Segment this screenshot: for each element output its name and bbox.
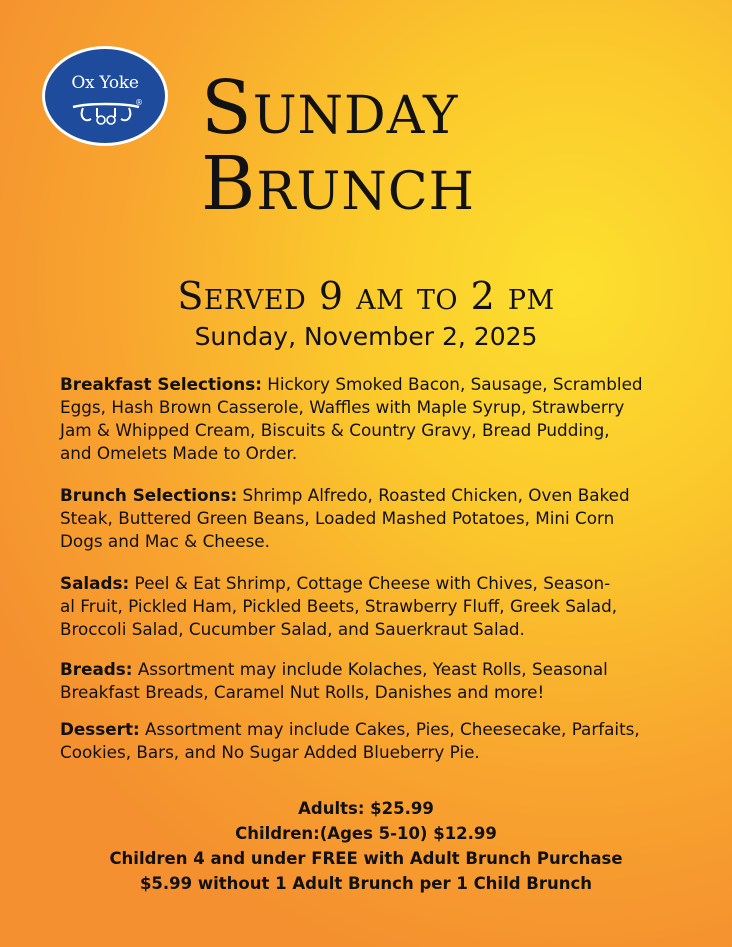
section-text: Dogs and Mac & Cheese. xyxy=(60,531,270,551)
section-text: Broccoli Salad, Cucumber Salad, and Sauerkraut Salad. xyxy=(60,619,525,639)
section-text: Eggs, Hash Brown Casserole, Waffles with Maple Syrup, Strawberry xyxy=(60,397,625,417)
section-heading: Dessert: xyxy=(60,719,140,739)
section-text: Steak, Buttered Green Beans, Loaded Mashed Potatoes, Mini Corn xyxy=(60,508,615,528)
section-heading: Salads: xyxy=(60,573,130,593)
section-text: Shrimp Alfredo, Roasted Chicken, Oven Baked xyxy=(242,485,630,505)
headline-line-1: Sunday xyxy=(201,65,459,151)
event-date: Sunday, November 2, 2025 xyxy=(194,322,538,351)
price-adults: Adults: $25.99 xyxy=(298,799,434,818)
section-salads xyxy=(60,572,690,641)
serving-hours: Served 9 am to 2 pm xyxy=(177,274,555,318)
section-heading: Brunch Selections: xyxy=(60,485,238,505)
section-heading: Breakfast Selections: xyxy=(60,374,262,394)
section-text: Jam & Whipped Cream, Biscuits & Country Gravy, Bread Pudding, xyxy=(60,420,610,440)
section-text: Assortment may include Kolaches, Yeast Rolls, Seasonal xyxy=(137,659,608,679)
price-children: Children:(Ages 5-10) $12.99 xyxy=(235,824,497,843)
section-brunch xyxy=(60,484,690,553)
section-dessert xyxy=(60,718,690,764)
section-text: Peel & Eat Shrimp, Cottage Cheese with Chives, Season- xyxy=(134,573,611,593)
section-breads xyxy=(60,658,690,704)
headline-line-2: Brunch xyxy=(201,141,475,227)
logo-brand-text: Ox Yoke xyxy=(71,73,139,93)
pricing-block xyxy=(0,796,732,896)
section-text: Cookies, Bars, and No Sugar Added Blueberry Pie. xyxy=(60,742,480,762)
yoke-icon xyxy=(71,101,141,127)
section-text: Breakfast Breads, Caramel Nut Rolls, Danishes and more! xyxy=(60,682,545,702)
section-text: Assortment may include Cakes, Pies, Cheesecake, Parfaits, xyxy=(145,719,640,739)
price-children-free: Children 4 and under FREE with Adult Brunch Purchase xyxy=(109,849,623,868)
logo-registered-mark: ® xyxy=(135,98,143,107)
ox-yoke-logo xyxy=(42,46,168,146)
section-text: and Omelets Made to Order. xyxy=(60,443,298,463)
section-breakfast xyxy=(60,373,690,465)
headline xyxy=(201,65,701,227)
section-heading: Breads: xyxy=(60,659,133,679)
price-child-without-adult: $5.99 without 1 Adult Brunch per 1 Child Brunch xyxy=(139,874,593,893)
section-text: Hickory Smoked Bacon, Sausage, Scrambled xyxy=(267,374,643,394)
section-text: al Fruit, Pickled Ham, Pickled Beets, Strawberry Fluff, Greek Salad, xyxy=(60,596,618,616)
